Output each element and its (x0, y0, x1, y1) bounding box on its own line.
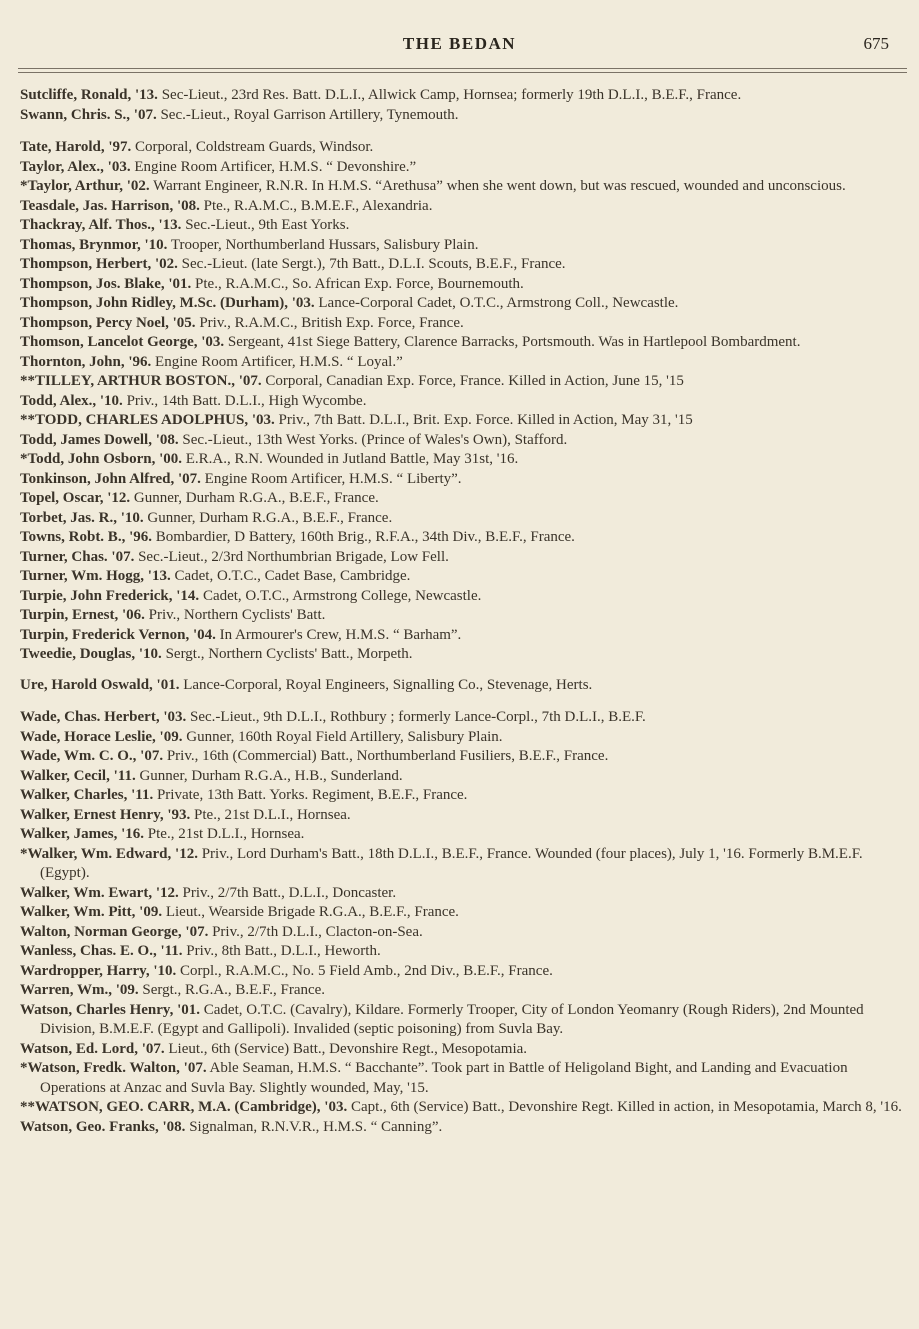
entry-details: Cadet, O.T.C. (Cavalry), Kildare. Formerly Trooper, City of London Yeomanry (Rough Riders), 2nd Mounted Division, B.M.E.F. (Egypt and Gallipoli). Invalided (septic poisoning) from Suvla Bay. (40, 1001, 864, 1037)
entry-name: Topel, Oscar, '12. (20, 490, 131, 506)
entry-name: Thomson, Lancelot George, '03. (20, 334, 225, 350)
entry-details: Capt., 6th (Service) Batt., Devonshire Regt. Killed in action, in Mesopotamia, March 8, '16. (350, 1099, 902, 1115)
roll-entry (20, 216, 911, 236)
entry-name: Thompson, Jos. Blake, '01. (20, 275, 192, 292)
roll-entry (20, 942, 911, 962)
entry-name: *Walker, Wm. Edward, '12. (20, 845, 198, 862)
entry-name: Turpin, Frederick Vernon, '04. (20, 626, 216, 643)
roll-entry (20, 806, 911, 826)
journal-title: THE BEDAN (402, 34, 517, 53)
entry-name: Walker, Cecil, '11. (20, 767, 136, 784)
entry-details: Gunner, 160th Royal Field Artillery, Salisbury Plain. (186, 728, 503, 745)
entry-name: Towns, Robt. B., '96. (20, 529, 152, 545)
entry-details: Corporal, Canadian Exp. Force, France. Killed in Action, June 15, '15 (265, 373, 684, 389)
entry-name: Warren, Wm., '09. (20, 982, 139, 998)
entry-details: Lieut., 6th (Service) Batt., Devonshire Regt., Mesopotamia. (168, 1040, 528, 1057)
entry-name: Walker, Charles, '11. (20, 787, 154, 803)
entry-name: *Watson, Fredk. Walton, '07. (20, 1060, 207, 1076)
entry-name: *Taylor, Arthur, '02. (20, 178, 150, 194)
entry-name: **TILLEY, ARTHUR BOSTON., '07. (20, 373, 262, 389)
roll-entry (20, 981, 911, 1001)
entry-details: Priv., 8th Batt., D.L.I., Heworth. (186, 943, 381, 959)
roll-entry (20, 676, 911, 696)
entry-name: Watson, Charles Henry, '01. (20, 1001, 201, 1018)
entry-name: Thompson, John Ridley, M.Sc. (Durham), '03. (20, 295, 315, 311)
roll-entry (20, 903, 911, 923)
entry-name: Wade, Wm. C. O., '07. (20, 748, 164, 764)
entry-group (20, 676, 911, 696)
roll-entry (20, 392, 911, 412)
roll-entry (20, 884, 911, 904)
entry-name: Tonkinson, John Alfred, '07. (20, 470, 201, 487)
entry-name: Walker, Ernest Henry, '93. (20, 806, 191, 823)
roll-entry (20, 587, 911, 607)
roll-entry (20, 333, 911, 353)
entry-details: Priv., 2/7th D.L.I., Clacton-on-Sea. (212, 923, 423, 940)
entry-details: Engine Room Artificer, H.M.S. “ Devonshire.” (134, 158, 417, 175)
entry-name: **TODD, CHARLES ADOLPHUS, '03. (20, 412, 275, 428)
entry-details: Trooper, Northumberland Hussars, Salisbury Plain. (170, 236, 479, 253)
roll-entry (20, 275, 911, 295)
entry-details: Gunner, Durham R.G.A., B.E.F., France. (147, 509, 393, 526)
header-rule (18, 72, 907, 73)
entry-name: Wardropper, Harry, '10. (20, 962, 177, 979)
roll-entry (20, 470, 911, 490)
entry-details: Lance-Corporal, Royal Engineers, Signalling Co., Stevenage, Herts. (183, 676, 593, 693)
roll-entry (20, 548, 911, 568)
roll-entry (20, 645, 911, 665)
entry-details: In Armourer's Crew, H.M.S. “ Barham”. (219, 626, 462, 643)
entry-details: Priv., 16th (Commercial) Batt., Northumberland Fusiliers, B.E.F., France. (166, 748, 609, 764)
entry-details: Priv., Northern Cyclists' Batt. (148, 607, 326, 623)
entry-name: Thornton, John, '96. (20, 353, 152, 370)
entry-details: Sergeant, 41st Siege Battery, Clarence Barracks, Portsmouth. Was in Hartlepool Bombardment. (227, 334, 801, 350)
roll-entry (20, 626, 911, 646)
roll-entry (20, 509, 911, 529)
entry-details: Priv., 7th Batt. D.L.I., Brit. Exp. Force. Killed in Action, May 31, '15 (278, 412, 693, 428)
entry-name: Turner, Chas. '07. (20, 548, 135, 565)
entry-details: Private, 13th Batt. Yorks. Regiment, B.E.F., France. (156, 787, 468, 803)
entry-name: Watson, Ed. Lord, '07. (20, 1040, 165, 1057)
entry-name: Sutcliffe, Ronald, '13. (20, 87, 158, 103)
entry-name: Thomas, Brynmor, '10. (20, 236, 168, 253)
roll-entry (20, 372, 911, 392)
entry-details: Corporal, Coldstream Guards, Windsor. (135, 139, 374, 155)
roll-entry (20, 138, 911, 158)
entry-name: Tate, Harold, '97. (20, 139, 132, 155)
entry-details: Pte., 21st D.L.I., Hornsea. (194, 806, 351, 823)
entry-name: Walker, Wm. Ewart, '12. (20, 884, 179, 901)
entry-name: Ure, Harold Oswald, '01. (20, 676, 180, 693)
entry-name: Turner, Wm. Hogg, '13. (20, 568, 171, 584)
roll-entry (20, 786, 911, 806)
roll-entry (20, 489, 911, 509)
entry-details: Pte., R.A.M.C., So. African Exp. Force, Bournemouth. (195, 275, 524, 292)
entry-details: Pte., 21st D.L.I., Hornsea. (147, 826, 305, 842)
entry-name: Turpin, Ernest, '06. (20, 607, 145, 623)
entry-details: Priv., R.A.M.C., British Exp. Force, France. (199, 314, 464, 331)
header-rule (18, 68, 907, 69)
roll-entry (20, 411, 911, 431)
entry-details: Engine Room Artificer, H.M.S. “ Loyal.” (155, 353, 403, 370)
roll-entry (20, 1118, 911, 1138)
entry-name: Torbet, Jas. R., '10. (20, 509, 144, 526)
roll-entry (20, 1040, 911, 1060)
entry-details: Sec.-Lieut., Royal Garrison Artillery, Tynemouth. (160, 106, 459, 123)
entry-name: Wade, Chas. Herbert, '03. (20, 709, 187, 725)
entry-details: Sergt., R.G.A., B.E.F., France. (142, 982, 326, 998)
entry-details: Sec.-Lieut., 9th D.L.I., Rothbury ; formerly Lance-Corpl., 7th D.L.I., B.E.F. (190, 709, 646, 725)
roll-entry (20, 767, 911, 787)
entry-name: Thompson, Percy Noel, '05. (20, 314, 196, 331)
entry-name: Taylor, Alex., '03. (20, 158, 131, 175)
entry-name: Thompson, Herbert, '02. (20, 256, 178, 272)
roll-entry (20, 845, 911, 884)
roll-entry (20, 86, 911, 106)
entry-details: E.R.A., R.N. Wounded in Jutland Battle, May 31st, '16. (185, 451, 519, 467)
roll-entry (20, 1001, 911, 1040)
roll-entry (20, 431, 911, 451)
roll-entry (20, 728, 911, 748)
entry-details: Warrant Engineer, R.N.R. In H.M.S. “Arethusa” when she went down, but was rescued, wounded and unconscious. (153, 178, 846, 194)
entry-name: Thackray, Alf. Thos., '13. (20, 217, 182, 233)
entry-details: Sergt., Northern Cyclists' Batt., Morpeth. (165, 646, 413, 662)
roll-entry (20, 606, 911, 626)
entry-name: Wanless, Chas. E. O., '11. (20, 943, 183, 959)
entry-name: Walker, James, '16. (20, 826, 145, 842)
entry-group (20, 708, 911, 1137)
entry-details: Sec.-Lieut., 13th West Yorks. (Prince of Wales's Own), Stafford. (182, 431, 568, 448)
entry-name: Turpie, John Frederick, '14. (20, 587, 200, 604)
entry-details: Bombardier, D Battery, 160th Brig., R.F.A., 34th Div., B.E.F., France. (155, 529, 575, 545)
roll-entry (20, 294, 911, 314)
entry-details: Corpl., R.A.M.C., No. 5 Field Amb., 2nd Div., B.E.F., France. (180, 962, 553, 979)
entry-details: Lieut., Wearside Brigade R.G.A., B.E.F., France. (165, 904, 459, 920)
entry-name: Todd, Alex., '10. (20, 392, 123, 409)
roll-entry (20, 708, 911, 728)
entry-name: Swann, Chris. S., '07. (20, 106, 157, 123)
page-number: 675 (863, 34, 889, 53)
entry-name: Todd, James Dowell, '08. (20, 431, 179, 448)
entry-details: Priv., 2/7th Batt., D.L.I., Doncaster. (182, 884, 397, 901)
entry-details: Gunner, Durham R.G.A., B.E.F., France. (133, 490, 379, 506)
roll-entry (20, 962, 911, 982)
roll-entry (20, 923, 911, 943)
roll-entry (20, 450, 911, 470)
roll-entry (20, 1098, 911, 1118)
entry-name: Wade, Horace Leslie, '09. (20, 728, 183, 745)
entry-name: Walton, Norman George, '07. (20, 923, 209, 940)
entry-name: Teasdale, Jas. Harrison, '08. (20, 197, 200, 214)
roll-entry (20, 158, 911, 178)
entry-name: *Todd, John Osborn, '00. (20, 451, 183, 467)
entry-details: Cadet, O.T.C., Armstrong College, Newcastle. (202, 587, 482, 604)
entry-details: Engine Room Artificer, H.M.S. “ Liberty”. (204, 470, 462, 487)
entry-details: Sec.-Lieut., 2/3rd Northumbrian Brigade, Low Fell. (138, 548, 449, 565)
roll-entry (20, 236, 911, 256)
roll-entry (20, 1059, 911, 1098)
entry-details: Priv., Lord Durham's Batt., 18th D.L.I., B.E.F., France. Wounded (four places), July 1, '16. Formerly B.M.E.F. (Egypt). (40, 845, 863, 881)
entry-name: Walker, Wm. Pitt, '09. (20, 904, 163, 920)
entry-name: **WATSON, GEO. CARR, M.A. (Cambridge), '03. (20, 1099, 348, 1115)
entry-group (20, 138, 911, 665)
entry-details: Lance-Corporal Cadet, O.T.C., Armstrong Coll., Newcastle. (318, 295, 679, 311)
roll-entry (20, 353, 911, 373)
roll-of-service (20, 86, 911, 1137)
roll-entry (20, 528, 911, 548)
running-head (0, 34, 919, 58)
roll-entry (20, 747, 911, 767)
entry-details: Sec.-Lieut. (late Sergt.), 7th Batt., D.L.I. Scouts, B.E.F., France. (181, 256, 566, 272)
entry-details: Sec-Lieut., 23rd Res. Batt. D.L.I., Allwick Camp, Hornsea; formerly 19th D.L.I., B.E.F., France. (161, 87, 742, 103)
entry-details: Sec.-Lieut., 9th East Yorks. (185, 217, 350, 233)
entry-details: Gunner, Durham R.G.A., H.B., Sunderland. (139, 767, 403, 784)
roll-entry (20, 825, 911, 845)
entry-name: Watson, Geo. Franks, '08. (20, 1118, 186, 1135)
entry-details: Able Seaman, H.M.S. “ Bacchante”. Took part in Battle of Heligoland Bight, and Landing and Evacuation Operations at Anzac and Suvla Bay. Slightly wounded, May, '15. (40, 1060, 848, 1096)
roll-entry (20, 106, 911, 126)
roll-entry (20, 255, 911, 275)
entry-details: Priv., 14th Batt. D.L.I., High Wycombe. (126, 392, 367, 409)
entry-name: Tweedie, Douglas, '10. (20, 646, 162, 662)
roll-entry (20, 177, 911, 197)
roll-entry (20, 567, 911, 587)
roll-entry (20, 314, 911, 334)
entry-group (20, 86, 911, 125)
entry-details: Cadet, O.T.C., Cadet Base, Cambridge. (174, 568, 411, 584)
entry-details: Signalman, R.N.V.R., H.M.S. “ Canning”. (189, 1118, 443, 1135)
roll-entry (20, 197, 911, 217)
entry-details: Pte., R.A.M.C., B.M.E.F., Alexandria. (203, 197, 433, 214)
